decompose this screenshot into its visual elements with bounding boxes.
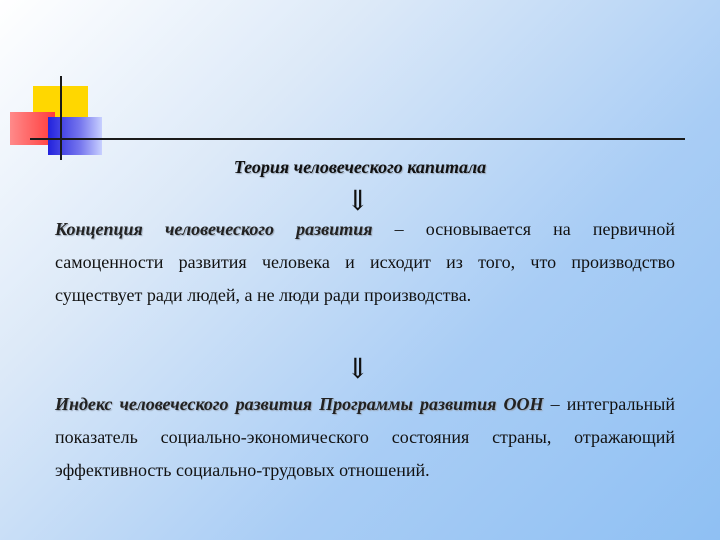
decorative-logo [0, 0, 720, 170]
concept-term: Концепция человеческого развития [55, 219, 373, 239]
horizontal-rule [30, 138, 685, 140]
blue-rectangle-decoration [48, 117, 102, 155]
index-term: Индекс человеческого развития Программы развития ООН [55, 394, 544, 414]
down-arrow-icon: ⇓ [346, 186, 370, 217]
paragraph-concept [55, 213, 675, 312]
vertical-rule [60, 76, 62, 160]
concept-text: – основывается на первичной самоценности развития человека и исходит из того, что производство существует ради людей, а не люди ради производства. [55, 219, 675, 305]
paragraph-index [55, 388, 675, 487]
down-arrow-icon: ⇓ [346, 354, 370, 385]
slide-title: Теория человеческого капитала [233, 157, 487, 177]
index-text: – интегральный показатель социально-экономического состояния страны, отражающий эффективность социально-трудовых отношений. [55, 394, 675, 480]
